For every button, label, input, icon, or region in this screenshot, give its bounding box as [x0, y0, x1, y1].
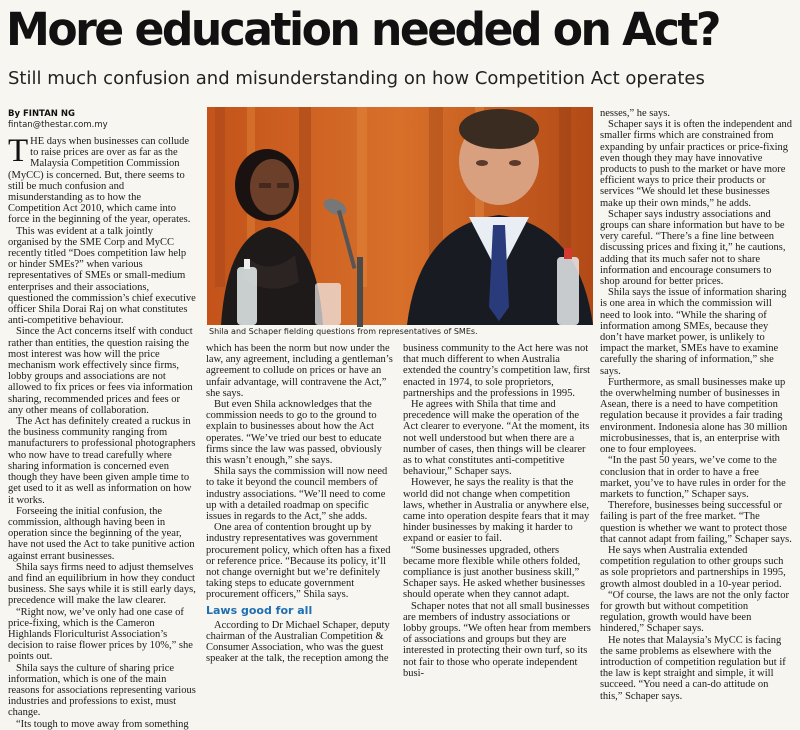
paragraph: which has been the norm but now under the law, any agreement, including a gentleman’s agreement to collude on prices or have an unfair advantage, will contravene the Act,” she says.: [206, 343, 393, 399]
paragraph: He agrees with Shila that time and precedence will make the operation of the Act clearer to everyone. “At the moment, its not well understood but when there are a number of cases, then things will be clearer as to what constitutes anti-competitive behaviour,” Schaper says.: [403, 399, 590, 478]
headline: More education needed on Act?: [6, 3, 719, 56]
paragraph: One area of contention brought up by industry representatives was government procurement policy, which often has a fixed or reference price. “Because its policy, it’ll not change overnight but we’re definitely taking steps to educate government procurement officers,” Shila says.: [206, 522, 391, 601]
paragraph: Furthermore, as small businesses make up the overwhelming number of businesses in Asean, there is a need to have competition regulation because it provides a fair trading environment. Indonesia alone has 30 million microbusinesses, that is, an enterprise with one to four employees.: [600, 376, 788, 456]
paragraph-text: HE days when businesses can collude to raise prices are over as far as the Malaysia Competition Commission (MyCC) is concerned. But, there seems to still be much confusion and misunderstanding as to how the Competition Act 2010, which came into force in the beginning of the year, operates.: [8, 136, 191, 226]
paragraph: Since the Act concerns itself with conduct rather than entities, the question raising the most interest was how will the price mechanism work effectively since firms, lobby groups and associations are not allowed to fix prices or fees via information sharing, recommended prices and fees or any other means of collaboration.: [8, 326, 193, 416]
paragraph: Schaper says industry associations and groups can share information but have to be very careful. “There’s a fine line between discussing prices and fixing it,” he cautions, adding that its much safer not to share information and encourage consumers to shop around for better prices.: [600, 208, 786, 288]
photo-caption: Shila and Schaper fielding questions from representatives of SMEs.: [209, 327, 478, 336]
paragraph: nesses,” he says.: [600, 108, 670, 119]
article-photo: [207, 107, 593, 325]
subheadline: Still much confusion and misunderstanding on how Competition Act operates: [8, 68, 705, 89]
paragraph: The Act has definitely created a ruckus in the business community ranging from manufacturers to professional photographers who now have to tread carefully where sharing information is concerned even though they have been given ample time to get used to it as well as information on how it works.: [8, 416, 196, 506]
paragraph: He says when Australia extended competition regulation to other groups such as sole proprietors and partnerships in 1995, growth almost doubled in a 10-year period.: [600, 544, 786, 590]
paragraph: “Of course, the laws are not the only factor for growth but without competition regulation, growth would have been hindered,” Schaper says.: [600, 589, 790, 635]
article-column-1: [8, 133, 196, 730]
photo-illustration: [207, 107, 593, 325]
paragraph: But even Shila acknowledges that the commission needs to go to the ground to explain to businesses about how the Act operates. “We’ve tried our best to educate firms since the law was passed, obviously this wasn’t enough,” she says.: [206, 399, 382, 467]
paragraph: “Its tough to move away from something: [16, 718, 189, 730]
paragraph: business community to the Act here was not that much different to when Australia extended the country’s competition law, first enacted in 1974, to sole proprietors, partnerships and the professions in 1995.: [403, 343, 591, 399]
section-subheading: Laws good for all: [206, 603, 313, 617]
paragraph: Shila says firms need to adjust themselves and find an equilibrium in how they conduct business. She says while it is still early days, precedence will make the law clearer.: [8, 561, 196, 607]
article-column-3: [403, 343, 593, 679]
paragraph: Therefore, businesses being successful or failing is part of the free market. “The question is whether we want to protect those that cannot adapt from failing,” Schaper says.: [600, 500, 792, 545]
paragraph: Shila says the commission will now need to take it beyond the council members of industry associations. “We’ll need to come up with a detailed roadmap on specific issues in regards to the Act,” she adds.: [206, 466, 388, 523]
author-email: fintan@thestar.com.my: [8, 120, 108, 130]
paragraph: According to Dr Michael Schaper, deputy chairman of the Australian Competition & Consumer Association, who was the guest speaker at the talk, the reception among the: [206, 619, 390, 665]
paragraph: “In the past 50 years, we’ve come to the conclusion that in order to have a free market, you’ve to have rules in order for the markets to function,” Schaper says.: [600, 455, 786, 500]
article-column-4: [600, 108, 792, 702]
paragraph: Shila says the issue of information sharing is one area in which the commission will need to look into. “While the sharing of information among SMEs, because they don’t have market power, is unlikely to impact the market, SMEs have to examine carefully the sharing of information,” she says.: [600, 287, 787, 377]
byline: By FINTAN NG: [8, 109, 75, 119]
paragraph: [8, 133, 196, 226]
paragraph: “Right now, we’ve only had one case of price-fixing, which is the Cameron Highlands Floriculturist Association’s decision to raise flower prices by 10%,” she points out.: [8, 606, 193, 663]
paragraph: Schaper says it is often the independent and smaller firms which are constrained from expanding by unfair practices or price-fixing even though they may have innovative products to push to the market or have more efficient ways to price their products or services “We should let these businesses make up their own minds,” he adds.: [600, 119, 792, 209]
paragraph: “Some businesses upgraded, others became more flexible while others folded, compliance is just another business skill,” Schaper says. He asked whether businesses should operate when they cannot adapt.: [403, 544, 585, 601]
article-column-2: [206, 343, 396, 665]
paragraph: He notes that Malaysia’s MyCC is facing the same problems as elsewhere with the introduction of competition regulation but if the law is kept straight and simple, it will succeed. “You need a can-do attitude on this,” Schaper says.: [600, 634, 786, 702]
paragraph: However, he says the reality is that the world did not change when competition laws, whether in Australia or anywhere else, came into operation despite fears that it may hinder businesses by making it harder to expand or easier to fail.: [403, 477, 590, 545]
paragraph: Forseeing the initial confusion, the commission, although having been in operation since the beginning of the year, have not used the Act to take punitive action against errant businesses.: [8, 505, 195, 562]
paragraph: This was evident at a talk jointly organised by the SME Corp and MyCC recently titled “Does competition law help or hinder SMEs?” when various representatives of SMEs or small-medium enterprises and their associations, questioned the commission’s chief executive officer Shila Dorai Raj on what constitutes anti-competitive behaviour.: [8, 225, 196, 327]
paragraph: Schaper notes that not all small businesses are members of industry associations or lobby groups. “We often hear from members of associations and groups but they are interested in protecting their own turf, so its not fair to those who operate independent busi-: [403, 600, 591, 679]
drop-cap: T: [8, 133, 29, 169]
paragraph: Shila says the culture of sharing price information, which is one of the main reasons for associations representing various industries and professions to exist, must change.: [8, 662, 196, 719]
